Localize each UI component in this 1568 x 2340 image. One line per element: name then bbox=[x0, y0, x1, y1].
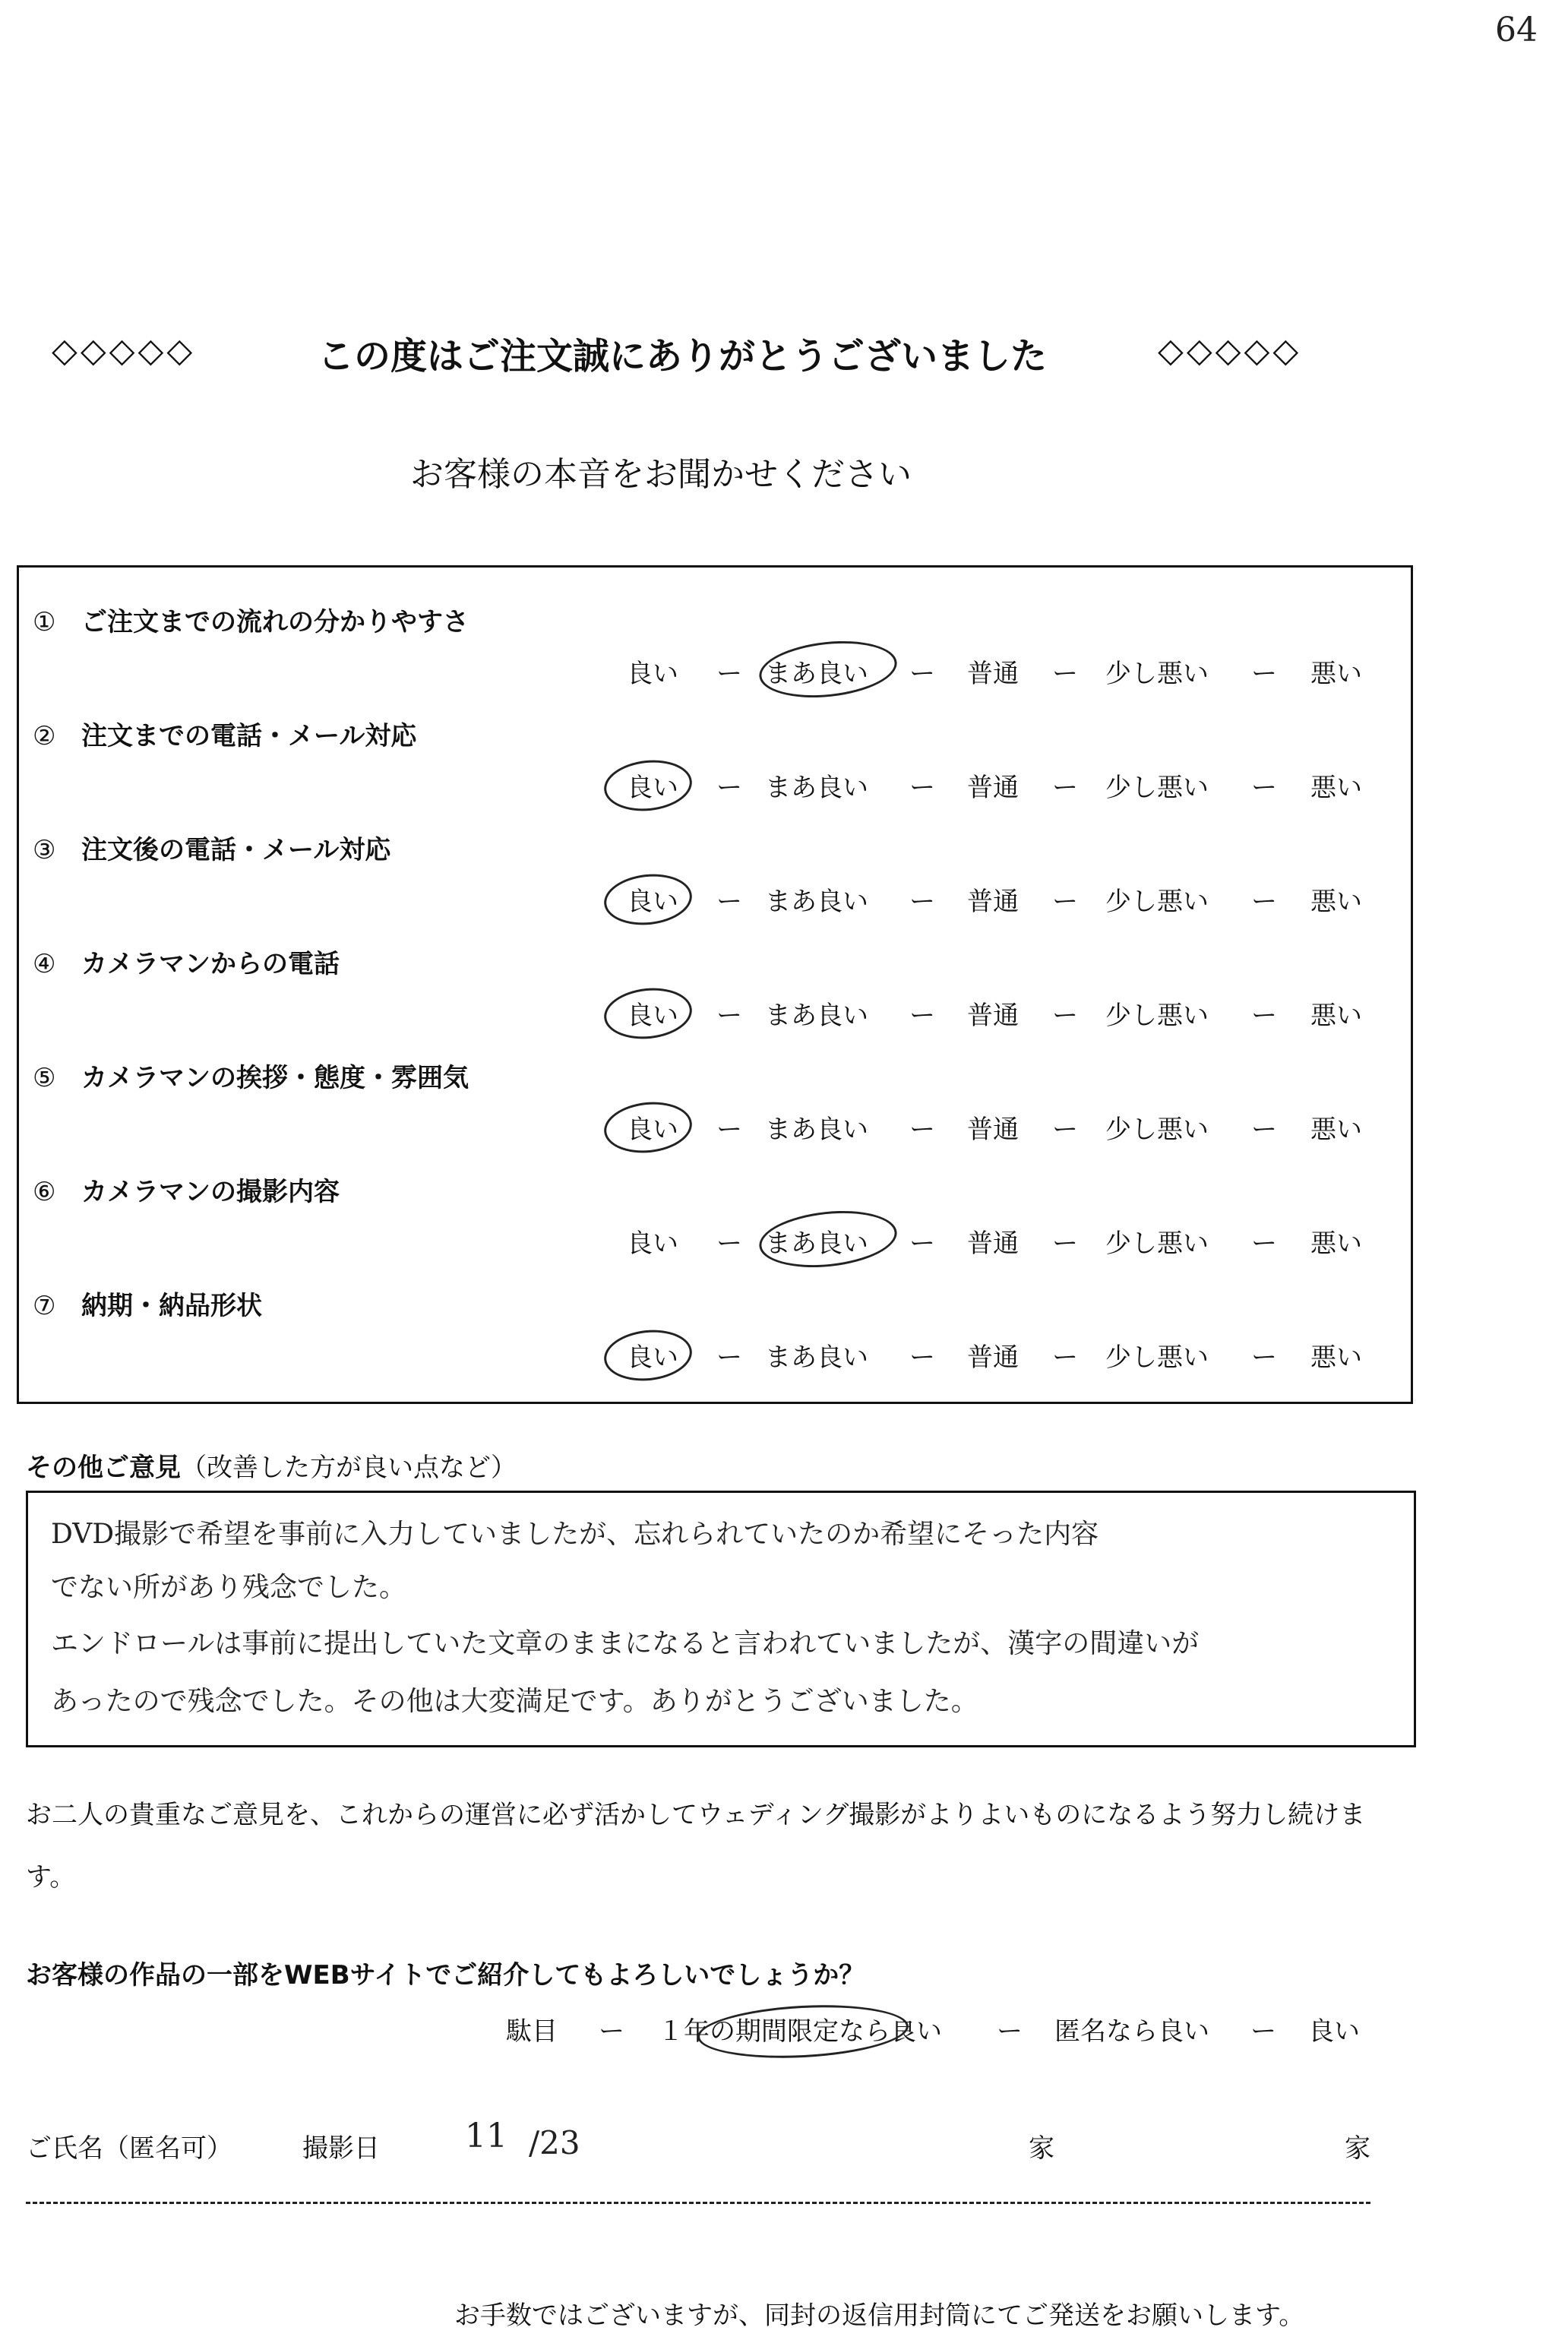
rating-separator: ー bbox=[1052, 773, 1078, 803]
question-5-label bbox=[33, 1057, 469, 1094]
rating-separator: ー bbox=[909, 773, 935, 803]
rating-separator: ー bbox=[909, 1001, 935, 1031]
question-text: カメラマンからの電話 bbox=[81, 949, 340, 979]
rating-option-fairly-good[interactable]: まあ良い bbox=[765, 1115, 868, 1145]
comment-box bbox=[26, 1491, 1416, 1747]
question-6-label bbox=[33, 1171, 340, 1208]
rating-separator: ー bbox=[716, 887, 742, 917]
question-7-scale bbox=[19, 1336, 1415, 1374]
rating-option-slightly-bad[interactable]: 少し悪い bbox=[1105, 773, 1209, 803]
closing-message: お二人の貴重なご意見を、これからの運営に必ず活かしてウェディング撮影がよりよいものになるよう努力し続けます。 bbox=[26, 1800, 1366, 1893]
rating-separator: ー bbox=[1251, 1228, 1277, 1259]
rating-option-average[interactable]: 普通 bbox=[967, 659, 1019, 689]
rating-option-bad[interactable]: 悪い bbox=[1310, 1001, 1362, 1031]
title-decoration-left: ◇◇◇◇◇ bbox=[52, 331, 196, 370]
other-opinions-heading bbox=[26, 1447, 517, 1484]
rating-separator: ー bbox=[909, 1115, 935, 1145]
rating-separator: ー bbox=[1052, 1342, 1078, 1373]
rating-option-bad[interactable]: 悪い bbox=[1310, 1115, 1362, 1145]
title-decoration-right: ◇◇◇◇◇ bbox=[1158, 331, 1302, 370]
rating-separator: ー bbox=[1052, 1228, 1078, 1259]
web-separator: ー bbox=[997, 2016, 1023, 2047]
web-option-anonymous[interactable]: 匿名なら良い bbox=[1054, 2016, 1209, 2047]
rating-separator: ー bbox=[1251, 773, 1277, 803]
other-opinions-title: その他ご意見 bbox=[26, 1453, 181, 1483]
question-text: 納期・納品形状 bbox=[81, 1291, 262, 1321]
rating-separator: ー bbox=[1052, 887, 1078, 917]
rating-separator: ー bbox=[909, 887, 935, 917]
question-number: ① bbox=[33, 607, 56, 637]
rating-separator: ー bbox=[716, 1115, 742, 1145]
question-number: ② bbox=[33, 721, 56, 751]
rating-option-slightly-bad[interactable]: 少し悪い bbox=[1105, 659, 1209, 689]
comment-line-1: DVD撮影で希望を事前に入力していましたが、忘れられていたのか希望にそった内容 bbox=[51, 1519, 1099, 1550]
question-7-label bbox=[33, 1285, 262, 1322]
question-4-scale bbox=[19, 994, 1415, 1032]
question-1-label bbox=[33, 601, 469, 638]
rating-separator: ー bbox=[716, 659, 742, 689]
rating-separator: ー bbox=[1251, 1115, 1277, 1145]
question-6-scale bbox=[19, 1222, 1415, 1260]
rating-option-good[interactable]: 良い bbox=[627, 659, 678, 689]
shooting-date-day[interactable]: /23 bbox=[529, 2124, 580, 2161]
rating-separator: ー bbox=[1251, 659, 1277, 689]
question-text: 注文後の電話・メール対応 bbox=[81, 835, 391, 865]
rating-option-good[interactable]: 良い bbox=[627, 1115, 678, 1145]
shooting-date-month[interactable]: 11 bbox=[465, 2117, 507, 2155]
question-text: ご注文までの流れの分かりやすさ bbox=[81, 607, 469, 637]
rating-option-good[interactable]: 良い bbox=[627, 773, 678, 803]
ratings-section bbox=[17, 565, 1413, 1404]
rating-option-bad[interactable]: 悪い bbox=[1310, 887, 1362, 917]
rating-separator: ー bbox=[716, 1228, 742, 1259]
rating-separator: ー bbox=[909, 659, 935, 689]
web-separator: ー bbox=[1250, 2016, 1276, 2047]
rating-option-fairly-good[interactable]: まあ良い bbox=[765, 1342, 868, 1373]
question-1-scale bbox=[19, 653, 1415, 691]
question-2-label bbox=[33, 715, 416, 752]
other-opinions-note: （改善した方が良い点など） bbox=[181, 1453, 517, 1483]
rating-separator: ー bbox=[1251, 887, 1277, 917]
page-number: 64 bbox=[1495, 11, 1538, 49]
family-label: 家 bbox=[1345, 2133, 1370, 2164]
rating-option-average[interactable]: 普通 bbox=[967, 773, 1019, 803]
rating-option-bad[interactable]: 悪い bbox=[1310, 1228, 1362, 1259]
name-label: ご氏名（匿名可） bbox=[26, 2133, 232, 2164]
rating-option-slightly-bad[interactable]: 少し悪い bbox=[1105, 1342, 1209, 1373]
rating-option-slightly-bad[interactable]: 少し悪い bbox=[1105, 1228, 1209, 1259]
rating-option-good[interactable]: 良い bbox=[627, 1001, 678, 1031]
comment-line-4: あったので残念でした。その他は大変満足です。ありがとうございました。 bbox=[51, 1686, 978, 1717]
rating-option-average[interactable]: 普通 bbox=[967, 1115, 1019, 1145]
family-label: 家 bbox=[1029, 2133, 1054, 2164]
comment-line-3: エンドロールは事前に提出していた文章のままになると言われていましたが、漢字の間違いが bbox=[51, 1628, 1200, 1659]
rating-option-fairly-good[interactable]: まあ良い bbox=[765, 773, 868, 803]
rating-option-average[interactable]: 普通 bbox=[967, 1342, 1019, 1373]
web-permission-question: お客様の作品の一部をWEBサイトでご紹介してもよろしいでしょうか？ bbox=[26, 1960, 865, 1991]
rating-option-slightly-bad[interactable]: 少し悪い bbox=[1105, 1001, 1209, 1031]
question-text: カメラマンの挨拶・態度・雰囲気 bbox=[81, 1063, 469, 1093]
question-number: ④ bbox=[33, 949, 56, 979]
question-3-scale bbox=[19, 881, 1415, 919]
rating-separator: ー bbox=[716, 1342, 742, 1373]
question-text: 注文までの電話・メール対応 bbox=[81, 721, 417, 751]
rating-option-slightly-bad[interactable]: 少し悪い bbox=[1105, 1115, 1209, 1145]
question-number: ⑦ bbox=[33, 1291, 56, 1321]
question-5-scale bbox=[19, 1108, 1415, 1146]
rating-option-bad[interactable]: 悪い bbox=[1310, 659, 1362, 689]
rating-option-good[interactable]: 良い bbox=[627, 887, 678, 917]
rating-option-good[interactable]: 良い bbox=[627, 1228, 678, 1259]
web-separator: ー bbox=[599, 2016, 624, 2047]
web-option-one-year[interactable]: １年の期間限定なら良い bbox=[658, 2016, 942, 2047]
rating-separator: ー bbox=[1052, 659, 1078, 689]
rating-option-average[interactable]: 普通 bbox=[967, 887, 1019, 917]
rating-separator: ー bbox=[716, 1001, 742, 1031]
rating-option-average[interactable]: 普通 bbox=[967, 1228, 1019, 1259]
question-2-scale bbox=[19, 767, 1415, 805]
shooting-date-label: 撮影日 bbox=[302, 2133, 380, 2164]
question-text: カメラマンの撮影内容 bbox=[81, 1177, 340, 1207]
rating-separator: ー bbox=[716, 773, 742, 803]
signature-row bbox=[0, 2117, 1398, 2170]
page-subtitle: お客様の本音をお聞かせください bbox=[410, 455, 912, 494]
rating-option-good[interactable]: 良い bbox=[627, 1342, 678, 1373]
rating-option-bad[interactable]: 悪い bbox=[1310, 773, 1362, 803]
comment-line-2: でない所があり残念でした。 bbox=[51, 1572, 407, 1603]
rating-option-slightly-bad[interactable]: 少し悪い bbox=[1105, 887, 1209, 917]
question-number: ⑤ bbox=[33, 1063, 56, 1093]
cut-line-divider bbox=[26, 2202, 1370, 2204]
web-option-no[interactable]: 駄目 bbox=[506, 2016, 558, 2047]
page-title: この度はご注文誠にありがとうございました bbox=[318, 335, 1048, 378]
rating-option-average[interactable]: 普通 bbox=[967, 1001, 1019, 1031]
question-4-label bbox=[33, 943, 340, 980]
rating-separator: ー bbox=[909, 1342, 935, 1373]
rating-separator: ー bbox=[909, 1228, 935, 1259]
rating-option-fairly-good[interactable]: まあ良い bbox=[765, 1228, 868, 1259]
rating-option-fairly-good[interactable]: まあ良い bbox=[765, 887, 868, 917]
rating-separator: ー bbox=[1052, 1001, 1078, 1031]
return-note: お手数ではございますが、同封の返信用封筒にてご発送をお願いします。 bbox=[454, 2300, 1305, 2331]
question-3-label bbox=[33, 829, 390, 866]
rating-option-fairly-good[interactable]: まあ良い bbox=[765, 1001, 868, 1031]
rating-separator: ー bbox=[1251, 1001, 1277, 1031]
rating-separator: ー bbox=[1052, 1115, 1078, 1145]
rating-separator: ー bbox=[1251, 1342, 1277, 1373]
web-permission-scale bbox=[0, 2010, 1398, 2048]
rating-option-bad[interactable]: 悪い bbox=[1310, 1342, 1362, 1373]
header bbox=[0, 327, 1398, 380]
rating-option-fairly-good[interactable]: まあ良い bbox=[765, 659, 868, 689]
question-number: ③ bbox=[33, 835, 56, 865]
question-number: ⑥ bbox=[33, 1177, 56, 1207]
web-option-yes[interactable]: 良い bbox=[1308, 2016, 1360, 2047]
